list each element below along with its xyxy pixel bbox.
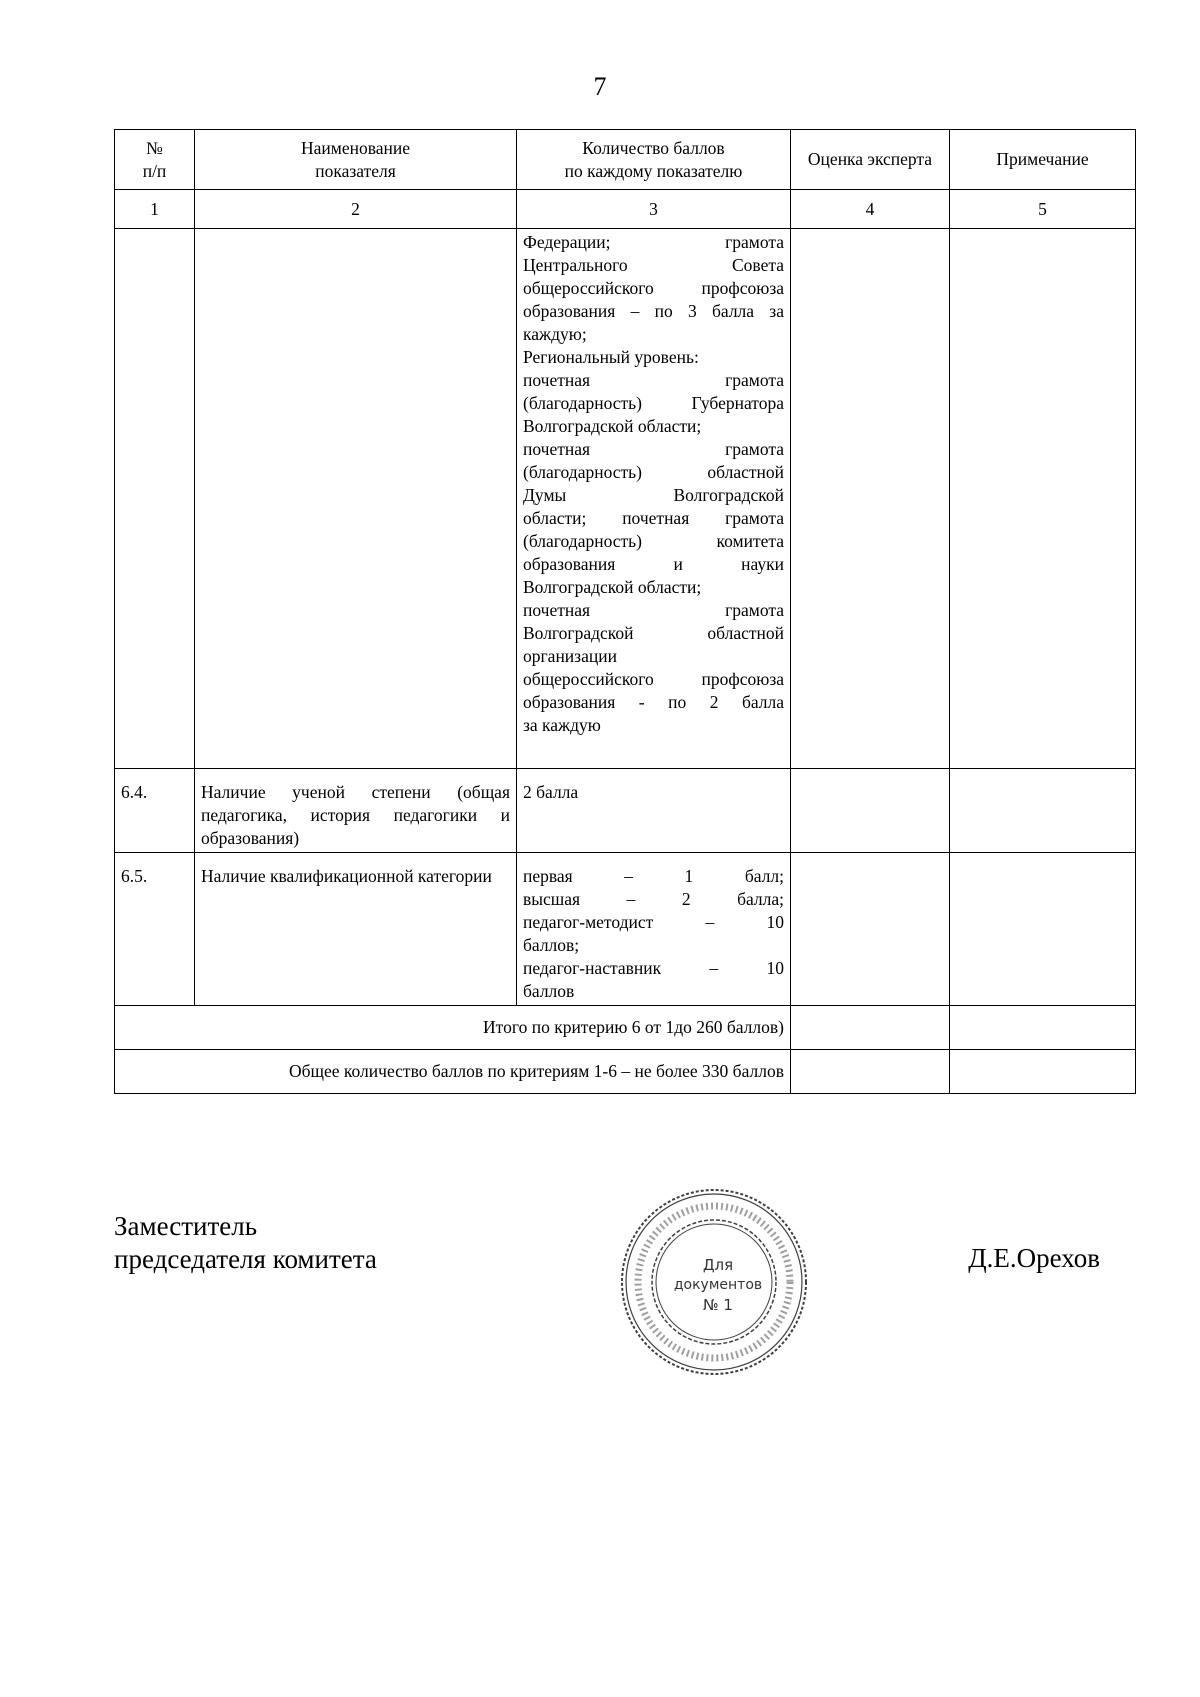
points-line: общероссийского профсоюза: [523, 278, 784, 298]
table-row: [115, 853, 1136, 1006]
points-line: баллов;: [523, 935, 580, 955]
points-line: каждую;: [523, 324, 587, 344]
total-all-note: [950, 1050, 1136, 1094]
row-expert: [791, 853, 950, 1006]
points-line: Региональный уровень:: [523, 347, 699, 367]
column-number: 5: [950, 190, 1136, 229]
points-line: Центрального Совета: [523, 255, 784, 275]
header-expert: Оценка эксперта: [791, 130, 950, 190]
points-line: баллов: [523, 981, 575, 1001]
stamp-text-line1: Для: [702, 1256, 734, 1274]
stamp-text-line2: документов: [673, 1277, 763, 1293]
official-stamp: [614, 1182, 814, 1382]
points-line: области; почетная грамота: [523, 508, 784, 528]
stamp-text-line3: № 1: [703, 1296, 733, 1314]
signer-position-line1: Заместитель: [114, 1211, 258, 1241]
points-line: организации: [523, 646, 617, 666]
column-number: 2: [195, 190, 517, 229]
points-line: общероссийского профсоюза: [523, 669, 784, 689]
points-line: (благодарность) комитета: [523, 531, 784, 551]
row-name: [195, 229, 517, 769]
points-line: образования - по 2 балла: [523, 692, 784, 712]
row-number: [115, 229, 195, 769]
points-line: почетная грамота: [523, 370, 784, 390]
points-line: образования – по 3 балла за: [523, 301, 784, 321]
points-line: педагог-наставник – 10: [523, 958, 784, 978]
page-number: 7: [593, 72, 607, 101]
table-row: [115, 769, 1136, 853]
points-line: за каждую: [523, 715, 601, 735]
row-note: [950, 853, 1136, 1006]
signer-position-line2: председателя комитета: [114, 1244, 377, 1274]
total-criterion-expert: [791, 1006, 950, 1050]
points-line: педагог-методист – 10: [523, 912, 784, 932]
total-all-row: [115, 1050, 1136, 1094]
points-line: первая – 1 балл;: [523, 866, 784, 886]
row-note: [950, 229, 1136, 769]
row-number: 6.5.: [115, 853, 195, 1006]
points-line: Волгоградской областной: [523, 623, 784, 643]
header-note: Примечание: [950, 130, 1136, 190]
row-points: [517, 769, 791, 853]
signature-block: [114, 1210, 377, 1276]
points-line: Думы Волгоградской: [523, 485, 784, 505]
total-criterion-note: [950, 1006, 1136, 1050]
row-points: [517, 229, 791, 769]
header-number: № п/п: [115, 130, 195, 190]
points-line: высшая – 2 балла;: [523, 889, 784, 909]
row-name: Наличие ученой степени (общая педагогика, история педагогики и образования): [195, 769, 517, 853]
table-row: [115, 229, 1136, 769]
points-line: (благодарность) областной: [523, 462, 784, 482]
column-number: 1: [115, 190, 195, 229]
column-number: 4: [791, 190, 950, 229]
points-line: Волгоградской области;: [523, 577, 702, 597]
header-name: Наименование показателя: [195, 130, 517, 190]
header-points: Количество баллов по каждому показателю: [517, 130, 791, 190]
table-header-row: [115, 130, 1136, 190]
column-number: 3: [517, 190, 791, 229]
points-line: 2 балла: [523, 782, 579, 802]
criteria-table: [114, 129, 1136, 1094]
total-all: Общее количество баллов по критериям 1-6 – не более 330 баллов: [115, 1050, 791, 1094]
row-note: [950, 769, 1136, 853]
points-line: (благодарность) Губернатора: [523, 393, 784, 413]
points-line: почетная грамота: [523, 600, 784, 620]
row-name: Наличие квалификационной категории: [195, 853, 517, 1006]
row-points: [517, 853, 791, 1006]
points-line: Федерации; грамота: [523, 232, 784, 252]
total-all-expert: [791, 1050, 950, 1094]
total-criterion-row: [115, 1006, 1136, 1050]
points-line: почетная грамота: [523, 439, 784, 459]
row-expert: [791, 229, 950, 769]
column-numbers-row: [115, 190, 1136, 229]
points-line: Волгоградской области;: [523, 416, 702, 436]
points-line: образования и науки: [523, 554, 784, 574]
total-criterion: Итого по критерию 6 от 1до 260 баллов): [115, 1006, 791, 1050]
row-expert: [791, 769, 950, 853]
signer-name: Д.Е.Орехов: [968, 1243, 1100, 1273]
row-number: 6.4.: [115, 769, 195, 853]
